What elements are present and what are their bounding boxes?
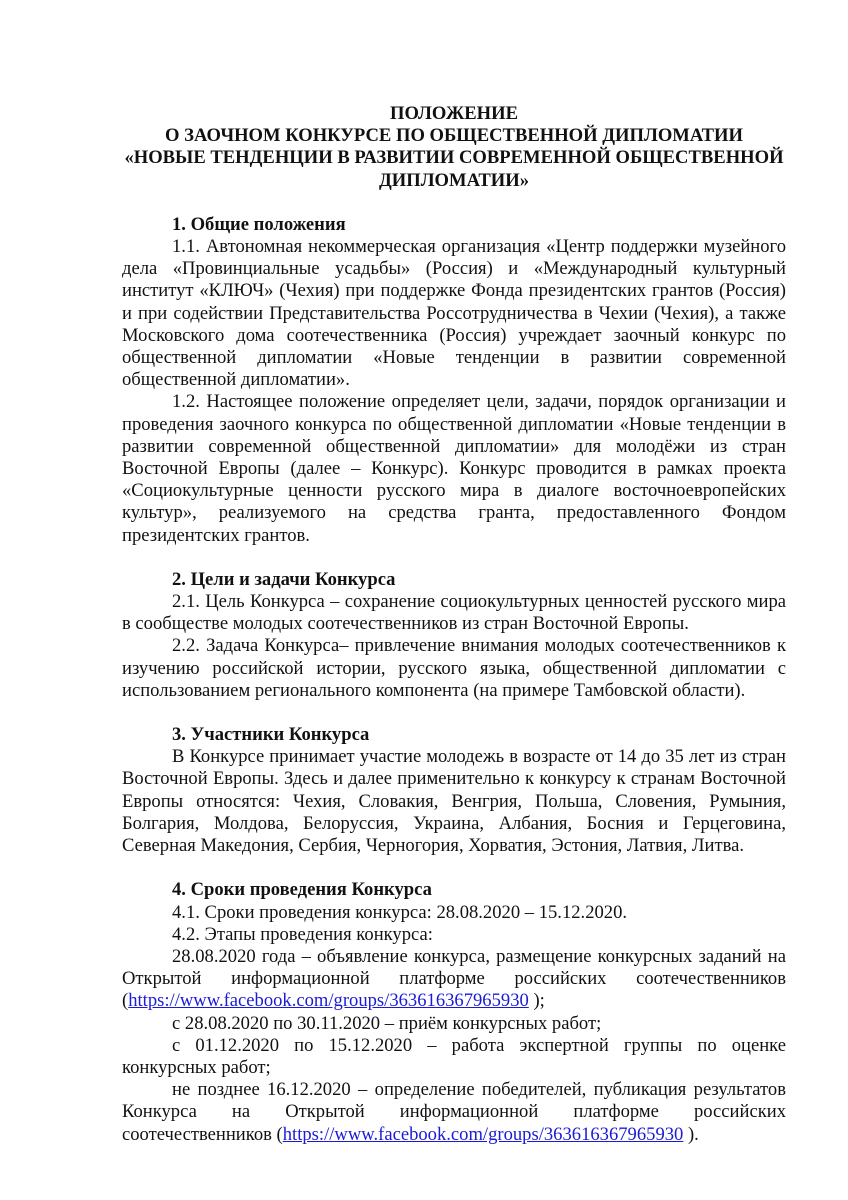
section-goals bbox=[122, 569, 786, 702]
section-heading: 2. Цели и задачи Конкурса bbox=[172, 568, 396, 590]
paragraph-2-1: 2.1. Цель Конкурса – сохранение социокультурных ценностей русского мира в сообществе молодых соотечественников из стран Восточной Европы. bbox=[122, 591, 786, 635]
section-heading: 1. Общие положения bbox=[172, 213, 346, 235]
title-line: ДИПЛОМАТИИ» bbox=[378, 169, 529, 191]
facebook-group-link[interactable]: https://www.facebook.com/groups/363616367965930 bbox=[128, 990, 529, 1012]
paragraph-3: В Конкурсе принимает участие молодежь в возрасте от 14 до 35 лет из стран Восточной Европы. Здесь и далее применительно к конкурсу к странам Восточной Европы относятся: Чехия, Словакия, Венгрия, Польша, Словения, Румыния, Болгария, Молдова, Белоруссия, Украина, Албания, Босния и Герцеговина, Северная Македония, Сербия, Черногория, Хорватия, Эстония, Латвия, Литва. bbox=[122, 746, 786, 857]
stage-tail: ). bbox=[683, 1123, 699, 1145]
document-title bbox=[122, 103, 786, 192]
paragraph-4-1: 4.1. Сроки проведения конкурса: 28.08.2020 – 15.12.2020. bbox=[172, 901, 628, 923]
section-participants bbox=[122, 724, 786, 857]
stage-evaluation: с 01.12.2020 по 15.12.2020 – работа экспертной группы по оценке конкурсных работ; bbox=[122, 1034, 786, 1078]
paragraph-1-2: 1.2. Настоящее положение определяет цели, задачи, порядок организации и проведения заочного конкурса по общественной дипломатии «Новые тенденции в развитии современной общественной дипломатии» для молодёжи из стран Восточной Европы (далее – Конкурс). Конкурс проводится в рамках проекта «Социокультурные ценности русского мира в диалоге восточноевропейских культур», реализуемого на средства гранта, предоставленного Фондом президентских грантов. bbox=[122, 391, 786, 546]
title-line: О ЗАОЧНОМ КОНКУРСЕ ПО ОБЩЕСТВЕННОЙ ДИПЛОМАТИИ bbox=[165, 125, 743, 147]
section-general-provisions bbox=[122, 214, 786, 547]
stage-announcement bbox=[122, 946, 786, 1013]
stage-text: 28.08.2020 года – объявление конкурса, размещение конкурсных заданий на Открытой информационной платформе российских соотечественников ( bbox=[122, 945, 786, 1012]
stage-text: не позднее 16.12.2020 – определение победителей, публикация результатов Конкурса на Открытой информационной платформе российских соотечественников ( bbox=[122, 1079, 786, 1145]
section-timeline bbox=[122, 879, 786, 1145]
document-page bbox=[122, 103, 786, 1146]
title-line: ПОЛОЖЕНИЕ bbox=[390, 103, 518, 124]
title-line: «НОВЫЕ ТЕНДЕНЦИИ В РАЗВИТИИ СОВРЕМЕННОЙ ОБЩЕСТВЕННОЙ bbox=[124, 147, 784, 169]
paragraph-4-2: 4.2. Этапы проведения конкурса: bbox=[172, 923, 433, 945]
paragraph-1-1: 1.1. Автономная некоммерческая организация «Центр поддержки музейного дела «Провинциальные усадьбы» (Россия) и «Международный культурный институт «КЛЮЧ» (Чехия) при поддержке Фонда президентских грантов (Россия) и при содействии Представительства Россотрудничества в Чехии (Чехия), а также Московского дома соотечественника (Россия) учреждает заочный конкурс по общественной дипломатии «Новые тенденции в развитии современной общественной дипломатии». bbox=[122, 236, 786, 391]
stage-results bbox=[122, 1079, 786, 1146]
facebook-group-link[interactable]: https://www.facebook.com/groups/363616367965930 bbox=[282, 1123, 684, 1145]
section-heading: 4. Сроки проведения Конкурса bbox=[172, 879, 432, 901]
stage-submission: с 28.08.2020 по 30.11.2020 – приём конкурсных работ; bbox=[172, 1012, 602, 1034]
section-heading: 3. Участники Конкурса bbox=[172, 724, 370, 746]
stage-tail: ); bbox=[528, 990, 545, 1012]
paragraph-2-2: 2.2. Задача Конкурса– привлечение внимания молодых соотечественников к изучению российской истории, русского языка, общественной дипломатии с использованием регионального компонента (на примере Тамбовской области). bbox=[122, 635, 786, 701]
